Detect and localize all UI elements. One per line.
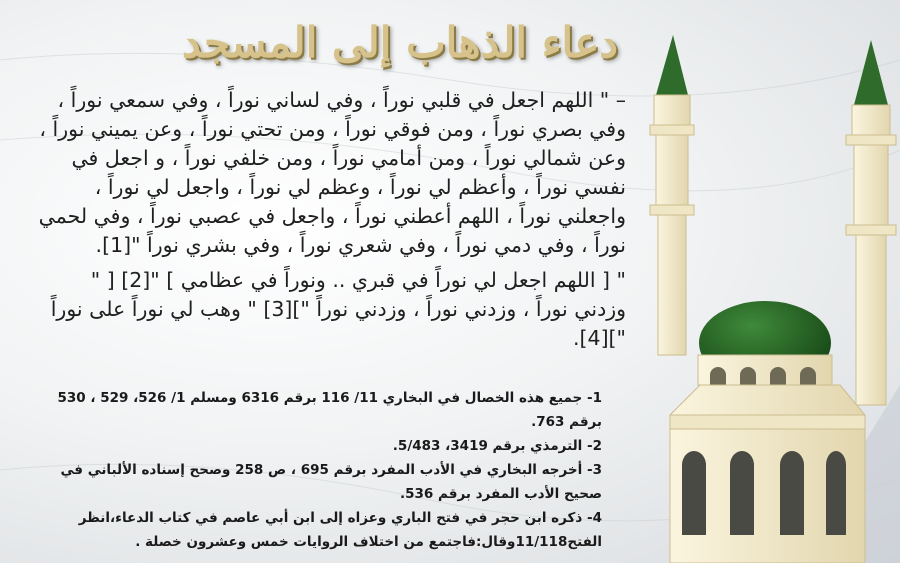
mosque-illustration (640, 25, 900, 563)
right-minaret (846, 40, 896, 405)
left-minaret (650, 35, 694, 355)
page-title: دعاء الذهاب إلى المسجد (181, 18, 619, 67)
mosque-dome (698, 301, 832, 385)
dua-paragraph-1: – " اللهم اجعل في قلبي نوراً ، وفي لساني نوراً ، وفي سمعي نوراً ، وفي بصري نوراً ، ومن فوقي نوراً ، ومن تحتي نوراً ، وعن يميني نوراً ، وعن شمالي نوراً ، ومن أمامي نوراً ، ومن خلفي نوراً ، و اجعل في نفسي نوراً ، وأعظم لي نوراً ، وعظم لي نوراً ، واجعل لي نوراً ، واجعلني نوراً ، اللهم أعطني نوراً ، واجعل في عصبي نوراً ، وفي لحمي نوراً ، وفي دمي نوراً ، وفي شعري نوراً ، وفي بشري نوراً "[1]. (38, 88, 626, 257)
footnote-4: 4- ذكره ابن حجر في فتح الباري وعزاه إلى ابن أبي عاصم في كتاب الدعاء،انظر الفتح11/118وقال:فاجتمع من اختلاف الروايات خمس وعشرون خصلة . (78, 510, 602, 550)
footnotes (36, 386, 602, 554)
mosque-building (670, 385, 865, 563)
footnote-3: 3- أخرجه البخاري في الأدب المفرد برقم 695 ، ص 258 وصحح إسناده الألباني في صحيح الأدب المفرد برقم 536. (60, 462, 602, 502)
footnote-2: 2- الترمذي برقم 3419، 5/483. (392, 438, 602, 454)
dua-text (36, 86, 626, 359)
dua-paragraph-2: " [ اللهم اجعل لي نوراً في قبري .. ونوراً في عظامي ] "[2] [ " وزدني نوراً ، وزدني نوراً ، وزدني نوراً "][3] " وهب لي نوراً على نوراً "][4]. (50, 268, 626, 350)
footnote-1: 1- جميع هذه الخصال في البخاري 11/ 116 برقم 6316 ومسلم 1/ 526، 529 ، 530 برقم 763. (57, 390, 602, 430)
